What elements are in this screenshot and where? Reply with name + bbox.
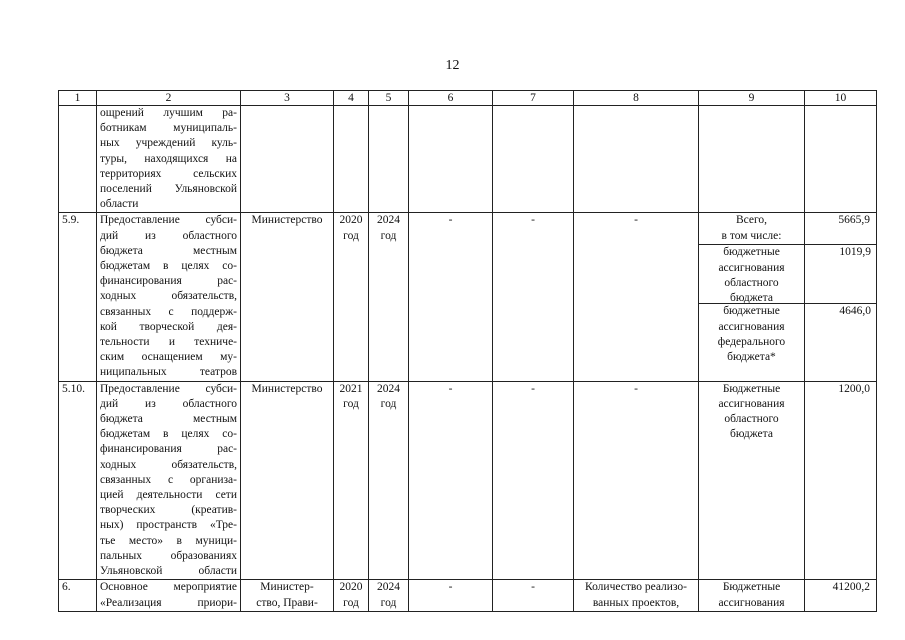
end-year-cell [369, 213, 409, 381]
header-cell: 9 [699, 91, 805, 106]
col6-cell: - [409, 580, 493, 611]
start-year: 2020 [339, 581, 363, 594]
table-row [59, 381, 877, 580]
end-year-cell [369, 580, 409, 611]
col8-cell: - [574, 381, 699, 580]
header-cell: 2 [97, 91, 241, 106]
funding-source-cell [699, 381, 805, 580]
funding-total-label: Всего, [735, 214, 768, 227]
funding-regional-label: областного [724, 276, 779, 289]
executor-cell: Министерство [241, 381, 334, 580]
program-table [58, 90, 877, 612]
start-year: 2020 [339, 214, 363, 227]
header-cell: 8 [574, 91, 699, 106]
funding-federal-label: бюджета* [727, 351, 776, 364]
funding-source-cell [699, 213, 805, 381]
amount-total: 5665,9 [838, 214, 870, 227]
funding-source-label: ассигнования [718, 596, 785, 609]
header-cell: 6 [409, 91, 493, 106]
row-number-cell [59, 106, 97, 213]
funding-federal-label: федерального [717, 335, 786, 348]
funding-source-label: Бюджетные [722, 581, 781, 594]
col7-cell: - [493, 381, 574, 580]
table-row [59, 213, 877, 381]
description-line: бюджета местным [100, 244, 237, 257]
header-cell: 1 [59, 91, 97, 106]
header-cell: 5 [369, 91, 409, 106]
description-line: Основное мероприятие [100, 581, 237, 594]
header-row [59, 91, 877, 106]
amount-federal: 4646,0 [804, 303, 877, 319]
start-year-cell [334, 213, 369, 381]
description-line: ных) пространств «Тре- [100, 519, 237, 532]
funding-regional-label: бюджетные [723, 246, 780, 259]
description-line: творческих (креатив- [100, 504, 237, 517]
description-line: пальных образованиях [100, 549, 237, 562]
end-year-cell [369, 381, 409, 580]
col7-cell: - [493, 580, 574, 611]
funding-source-label: ассигнования [718, 397, 785, 410]
page-number: 12 [445, 58, 460, 73]
end-year: 2024 [377, 581, 400, 594]
description-line: ходных обязательств, [100, 290, 237, 303]
funding-total-label: в том числе: [721, 229, 782, 242]
indicator-cell [574, 580, 699, 611]
executor-cell [241, 580, 334, 611]
funding-federal-label: бюджетные [723, 305, 780, 318]
funding-regional-block [698, 244, 805, 303]
funding-source-label: бюджета [730, 428, 773, 441]
funding-total-block [699, 213, 804, 244]
funding-source-cell [699, 580, 805, 611]
description-line: бюджета местным [100, 413, 237, 426]
description-line: поселений Ульяновской [100, 183, 237, 196]
description-line: связанных с организа- [100, 473, 237, 486]
funding-regional-label: бюджета [730, 292, 773, 305]
description-line: бюджетам в целях со- [100, 260, 237, 273]
end-year-unit: год [380, 229, 397, 242]
description-line: ниципальных театров [100, 366, 237, 379]
end-year: 2024 [377, 382, 400, 395]
description-line: бюджетам в целях со- [100, 428, 237, 441]
description-line: дий из областного [100, 229, 237, 242]
executor-cell: Министерство [241, 213, 334, 381]
row-number: 5.10. [59, 381, 97, 580]
description-line: тельности и техниче- [100, 336, 237, 349]
description-line: Предоставление субси- [100, 214, 237, 227]
amount-cell: 1200,0 [805, 381, 877, 580]
table-row [59, 580, 877, 611]
description-line: цией деятельности сети [100, 489, 237, 502]
funding-federal-label: ассигнования [718, 320, 785, 333]
header-cell: 4 [334, 91, 369, 106]
description-line: дий из областного [100, 397, 237, 410]
executor-line: ство, Прави- [256, 596, 318, 609]
description-cell [97, 381, 241, 580]
col8-cell: - [574, 213, 699, 381]
description-cell [97, 106, 241, 213]
header-cell: 7 [493, 91, 574, 106]
executor-line: Министер- [260, 581, 314, 594]
description-line: ским оснащением му- [100, 351, 237, 364]
header-cell: 3 [241, 91, 334, 106]
description-line: Ульяновской области [100, 565, 237, 578]
description-line: финансирования рас- [100, 443, 237, 456]
end-year: 2024 [377, 214, 400, 227]
start-year-unit: год [343, 397, 359, 410]
row-number: 5.9. [59, 213, 97, 381]
amount-cell: 41200,2 [805, 580, 877, 611]
description-line: ходных обязательств, [100, 458, 237, 471]
header-cell: 10 [805, 91, 877, 106]
description-line: связанных с поддерж- [100, 305, 237, 318]
col6-cell: - [409, 381, 493, 580]
description-cell [97, 580, 241, 611]
description-line: ных учреждений куль- [100, 137, 237, 150]
table-row [59, 106, 877, 213]
description-line: ощрений лучшим ра- [100, 107, 237, 119]
col7-cell: - [493, 213, 574, 381]
start-year-unit: год [343, 596, 359, 609]
description-line: территориях сельских [100, 167, 237, 180]
description-line: кой творческой дея- [100, 320, 237, 333]
indicator-line: ванных проектов, [592, 596, 680, 609]
start-year: 2021 [339, 382, 363, 395]
amount-regional: 1019,9 [804, 244, 877, 303]
end-year-unit: год [380, 596, 397, 609]
start-year-unit: год [343, 229, 359, 242]
start-year-cell [334, 580, 369, 611]
funding-federal-block [698, 303, 805, 365]
description-line: «Реализация приори- [100, 596, 237, 609]
description-cell [97, 213, 241, 381]
description-line: финансирования рас- [100, 275, 237, 288]
funding-source-label: областного [724, 413, 779, 426]
end-year-unit: год [380, 397, 397, 410]
description-line: ботникам муниципаль- [100, 122, 237, 135]
amount-cell [805, 213, 877, 381]
description-line: тье место» в муници- [100, 534, 237, 547]
description-line: туры, находящихся на [100, 152, 237, 165]
col6-cell: - [409, 213, 493, 381]
funding-regional-label: ассигнования [718, 261, 785, 274]
row-number: 6. [59, 580, 97, 611]
funding-source-label: Бюджетные [722, 382, 781, 395]
indicator-line: Количество реализо- [584, 581, 688, 594]
description-line: области [100, 198, 139, 211]
description-line: Предоставление субси- [100, 382, 237, 395]
start-year-cell [334, 381, 369, 580]
